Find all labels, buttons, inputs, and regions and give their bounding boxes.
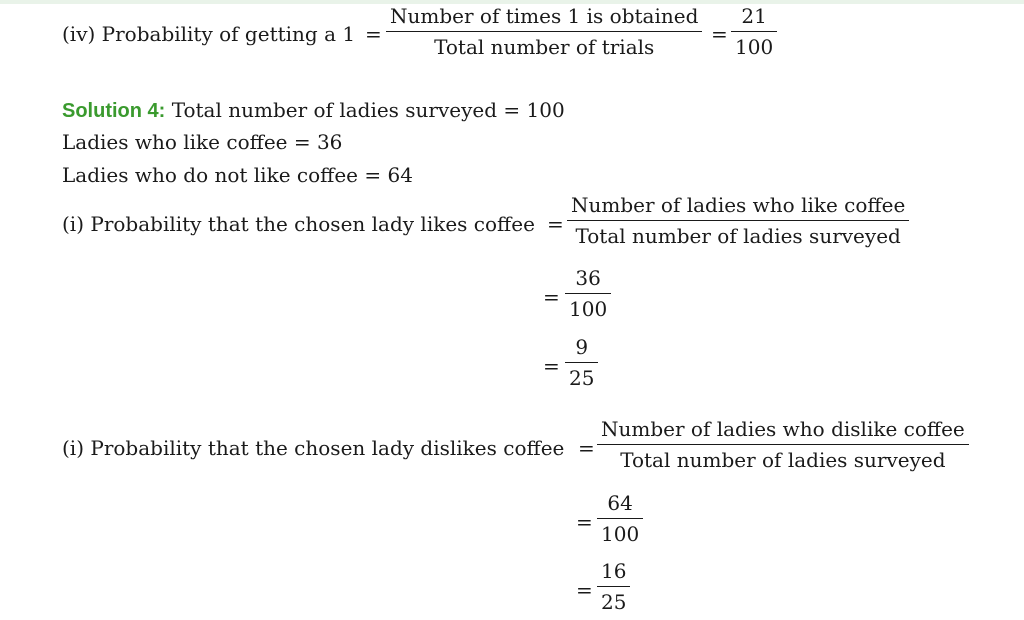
part-i-like-equals: = <box>547 212 564 236</box>
part-iv-equals: = <box>365 22 382 46</box>
part-i-dislike-step1-equals: = <box>576 510 593 534</box>
part-iv-result-numerator: 21 <box>741 4 767 28</box>
part-i-dislike-step2-equals: = <box>576 578 593 602</box>
part-i-like-step1-numerator: 36 <box>575 266 601 290</box>
part-i-dislike-step1-numerator: 64 <box>607 491 633 515</box>
part-i-dislike-denominator: Total number of ladies surveyed <box>620 448 946 472</box>
ladies-like-coffee-text: Ladies who like coffee = 36 <box>62 130 343 154</box>
part-i-dislike-step2-numerator: 16 <box>601 559 627 583</box>
part-i-like-step1-fraction <box>565 265 611 322</box>
part-i-like-step2-fraction <box>565 334 598 391</box>
total-ladies-text: Total number of ladies surveyed = 100 <box>171 98 565 122</box>
part-i-like-numerator: Number of ladies who like coffee <box>571 193 906 217</box>
part-i-like-step2-denominator: 25 <box>569 366 595 390</box>
part-i-like-step1-equals: = <box>543 285 560 309</box>
part-i-like-step2-equals: = <box>543 354 560 378</box>
solution-4-heading <box>62 97 565 124</box>
part-i-like-fraction <box>567 192 909 249</box>
part-iv-numerator: Number of times 1 is obtained <box>390 4 699 28</box>
part-i-like-label: (i) Probability that the chosen lady likes coffee <box>62 212 535 236</box>
part-i-like-denominator: Total number of ladies surveyed <box>575 224 901 248</box>
part-i-like-step2-numerator: 9 <box>575 335 589 359</box>
part-iv-equals-2: = <box>711 22 728 46</box>
part-iv-denominator: Total number of trials <box>434 35 655 59</box>
solution-label: Solution 4: <box>62 100 166 122</box>
part-i-dislike-step2-fraction <box>597 558 630 615</box>
part-i-dislike-step2-denominator: 25 <box>601 590 627 614</box>
part-i-dislike-step1-denominator: 100 <box>601 522 640 546</box>
part-i-dislike-numerator: Number of ladies who dislike coffee <box>601 417 965 441</box>
part-i-dislike-equals: = <box>578 436 595 460</box>
part-iv-fraction <box>386 3 702 60</box>
part-iv-label: (iv) Probability of getting a 1 <box>62 22 356 46</box>
part-i-dislike-label: (i) Probability that the chosen lady dislikes coffee <box>62 436 565 460</box>
part-i-like-step1-denominator: 100 <box>569 297 608 321</box>
part-iv-result-fraction <box>731 3 777 60</box>
part-iv-result-denominator: 100 <box>735 35 774 59</box>
part-i-dislike-step1-fraction <box>597 490 643 547</box>
ladies-not-like-coffee-text: Ladies who do not like coffee = 64 <box>62 163 413 187</box>
part-i-dislike-fraction <box>597 416 969 473</box>
